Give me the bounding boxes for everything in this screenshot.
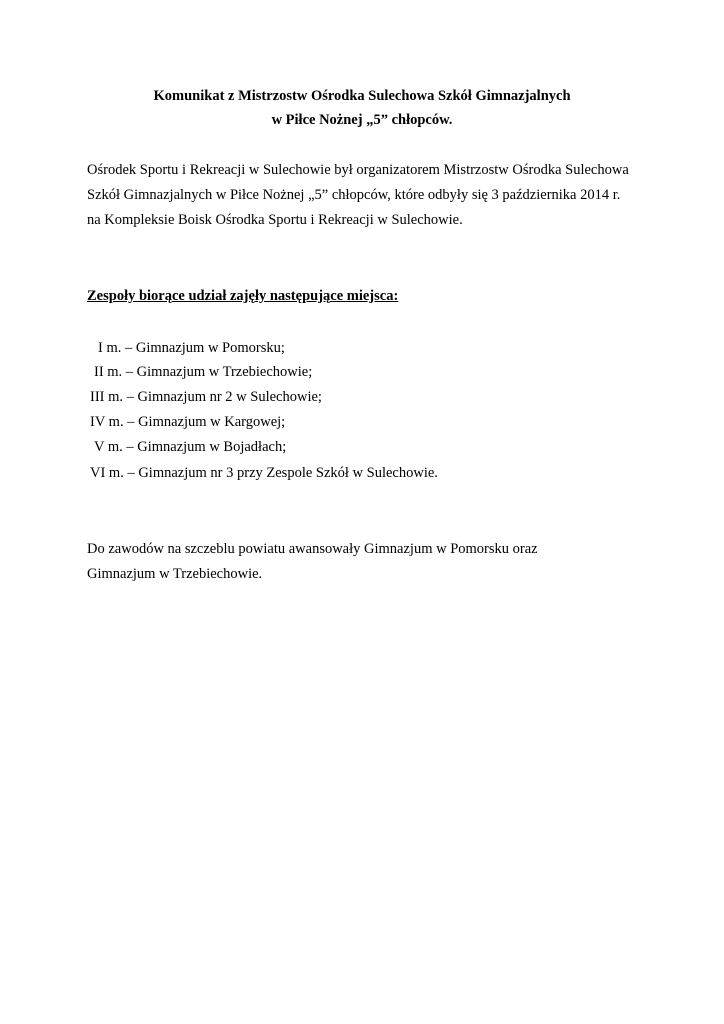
place-1: I m. – Gimnazjum w Pomorsku; <box>98 340 285 356</box>
place-2: II m. – Gimnazjum w Trzebiechowie; <box>94 364 313 380</box>
conclusion-line-1: Do zawodów na szczeblu powiatu awansowały Gimnazjum w Pomorsku oraz <box>87 541 538 557</box>
place-3: III m. – Gimnazjum nr 2 w Sulechowie; <box>90 389 322 405</box>
document-title-line-1: Komunikat z Mistrzostw Ośrodka Sulechowa Szkół Gimnazjalnych <box>153 88 571 104</box>
place-5: V m. – Gimnazjum w Bojadłach; <box>94 439 287 455</box>
place-4: IV m. – Gimnazjum w Kargowej; <box>90 414 286 430</box>
place-6: VI m. – Gimnazjum nr 3 przy Zespole Szkół w Sulechowie. <box>90 465 438 481</box>
intro-line-1: Ośrodek Sportu i Rekreacji w Sulechowie był organizatorem Mistrzostw Ośrodka Sulechowa <box>87 162 629 178</box>
intro-line-3: na Kompleksie Boisk Ośrodka Sportu i Rekreacji w Sulechowie. <box>87 212 463 228</box>
document-title-line-2: w Piłce Nożnej „5” chłopców. <box>271 112 453 128</box>
results-heading: Zespoły biorące udział zajęły następujące miejsca: <box>87 288 399 304</box>
conclusion-line-2: Gimnazjum w Trzebiechowie. <box>87 566 263 582</box>
intro-line-2: Szkół Gimnazjalnych w Piłce Nożnej „5” chłopców, które odbyły się 3 października 2014 r. <box>87 187 621 203</box>
